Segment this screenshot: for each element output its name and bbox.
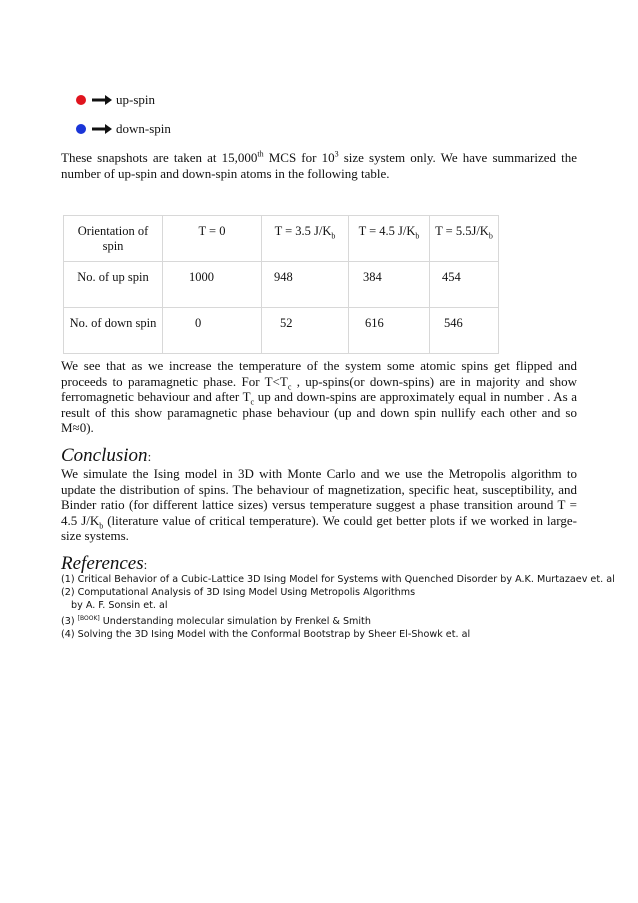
table-cell: 616 <box>349 308 430 354</box>
text-span: We see that as we increase the temperature of the system some atomic spins get flipped and proceeds to paramagnetic phase. For T<T <box>61 358 577 389</box>
subscript: b <box>488 231 493 241</box>
text-span: (3) <box>61 616 78 628</box>
reference-item-continuation: by A. F. Sonsin et. al <box>71 600 168 611</box>
text-span: These snapshots are taken at 15,000 <box>61 150 258 165</box>
right-arrow-icon <box>92 124 112 134</box>
subscript: c <box>287 382 292 392</box>
table-row <box>64 308 499 354</box>
references-list <box>61 573 615 641</box>
text-span: T = 5.5J/K <box>435 224 489 238</box>
red-dot-icon <box>76 95 86 105</box>
table-header-row <box>64 216 499 262</box>
table-row-label: No. of up spin <box>64 262 163 308</box>
subscript: c <box>250 397 255 407</box>
reference-item: (4) Solving the 3D Ising Model with the Conformal Bootstrap by Sheer El-Showk et. al <box>61 629 471 641</box>
heading-colon: : <box>143 557 148 572</box>
text-span: We simulate the Ising model in 3D with Monte Carlo and we use the Metropolis algorithm to update the distribution of spins. The behaviour of magnetization, specific heat, susceptibility, and Binder ratio (for different lattice sizes) versus temperature suggest a phase transition around T = 4.5 J/K <box>61 466 577 528</box>
heading-text: References <box>61 553 144 574</box>
superscript: [BOOK] <box>77 615 100 622</box>
table-cell: 384 <box>349 262 430 308</box>
table-cell: 454 <box>430 262 499 308</box>
legend-label: down-spin <box>116 121 171 136</box>
text-span: Understanding molecular simulation by Frenkel & Smith <box>99 616 371 628</box>
subscript: b <box>99 521 104 531</box>
table-header-cell <box>430 216 499 262</box>
superscript: th <box>257 149 264 159</box>
superscript: 3 <box>334 149 339 159</box>
blue-dot-icon <box>76 124 86 134</box>
table-header-cell: Orientation of spin <box>64 216 163 262</box>
table-row <box>64 262 499 308</box>
legend-up-spin <box>76 92 155 108</box>
intro-paragraph <box>61 150 577 181</box>
table-cell: 1000 <box>163 262 262 308</box>
reference-item: (1) Critical Behavior of a Cubic-Lattice 3D Ising Model for Systems with Quenched Disorder by A.K. Murtazaev et. al <box>61 574 615 585</box>
heading-colon: : <box>147 449 152 464</box>
conclusion-paragraph <box>61 466 577 544</box>
subscript: b <box>415 231 420 241</box>
table-cell: 546 <box>430 308 499 354</box>
table-cell: 52 <box>262 308 349 354</box>
spin-count-table <box>63 215 499 354</box>
text-span: , up-spins(or down-spins) are in majority and show ferromagnetic behaviour and after T <box>61 373 577 405</box>
table-cell: 0 <box>163 308 262 354</box>
text-span: (literature value of critical temperature). We could get better plots if we worked in large-size systems. <box>61 512 577 544</box>
legend-down-spin <box>76 121 171 137</box>
right-arrow-icon <box>92 95 112 105</box>
discussion-paragraph <box>61 358 577 436</box>
table-header-cell <box>349 216 430 262</box>
legend-label: up-spin <box>116 92 155 107</box>
text-span: T = 3.5 J/K <box>274 224 332 238</box>
text-span: size system only. We have summarized the number of up-spin and down-spin atoms in the following table. <box>61 150 577 181</box>
text-span: up and down-spins are approximately equal in number . As a result of this show paramagnetic phase behaviour (up and down spin nullify each other and so M≈0). <box>61 389 578 436</box>
table-header-cell: T = 0 <box>163 216 262 262</box>
conclusion-heading <box>61 445 151 467</box>
reference-item: (2) Computational Analysis of 3D Ising Model Using Metropolis Algorithms <box>61 587 416 598</box>
table-cell: 948 <box>262 262 349 308</box>
table-row-label: No. of down spin <box>64 308 163 354</box>
reference-item <box>61 612 591 628</box>
references-heading <box>61 553 147 575</box>
text-span: T = 4.5 J/K <box>358 224 416 238</box>
heading-text: Conclusion <box>61 445 148 466</box>
subscript: b <box>331 231 336 241</box>
text-span: MCS for 10 <box>263 150 335 165</box>
table-header-cell <box>262 216 349 262</box>
